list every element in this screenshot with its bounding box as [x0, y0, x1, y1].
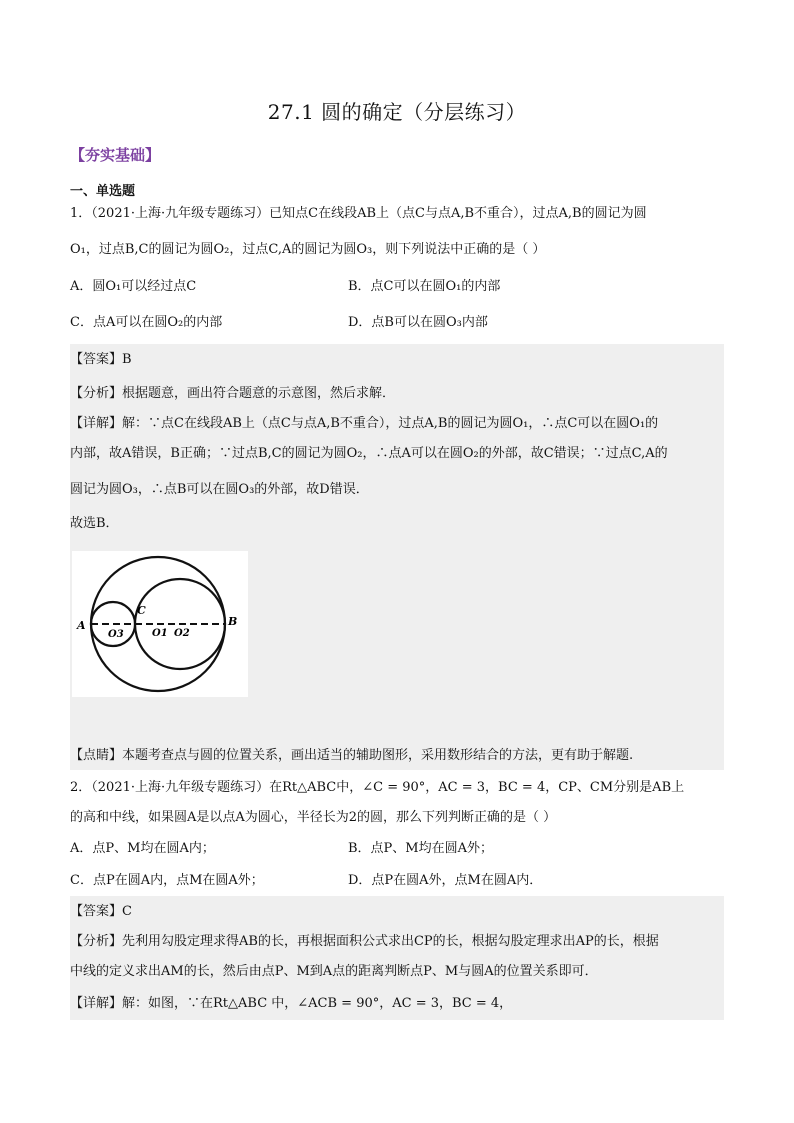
q1-option-d: D．点B可以在圆O₃内部 [348, 315, 488, 330]
q1-figure [72, 551, 248, 697]
section-heading: 【夯实基础】 [70, 146, 161, 164]
label-b: B [228, 615, 238, 628]
subsection-heading: 一、单选题 [70, 184, 136, 199]
q1-detail-line3: 圆记为圆O₃，∴点B可以在圆O₃的外部，故D错误． [70, 482, 369, 497]
q1-answer: 【答案】B [70, 352, 132, 367]
q1-detail-line2: 内部，故A错误，B正确；∵过点B,C的圆记为圆O₂，∴点A可以在圆O₂的外部，故C错误；∵过点C,A的 [70, 446, 668, 461]
q2-option-d: D．点P在圆A外，点M在圆A内． [348, 873, 543, 888]
label-c: C [137, 604, 146, 617]
q1-option-a: A．圆O₁可以经过点C [70, 279, 197, 294]
label-a: A [77, 619, 86, 632]
label-o3: O3 [108, 629, 124, 640]
q2-detail-line1: 【详解】解：如图，∵在Rt△ABC 中，∠ACB = 90°，AC = 3，BC = 4， [70, 996, 513, 1011]
page-title: 27.1 圆的确定（分层练习） [267, 100, 527, 124]
q1-detail-line1: 【详解】解：∵点C在线段AB上（点C与点A,B不重合），过点A,B的圆记为圆O₁，∴点C可以在圆O₁的 [70, 416, 659, 431]
q1-option-b: B．点C可以在圆O₁的内部 [348, 279, 501, 294]
q1-comment: 【点睛】本题考查点与圆的位置关系，画出适当的辅助图形，采用数形结合的方法，更有助于解题. [70, 748, 634, 763]
q1-conclusion: 故选B． [70, 516, 119, 531]
label-o1: O1 [152, 628, 168, 639]
label-o2: O2 [174, 628, 190, 639]
q2-answer: 【答案】C [70, 904, 132, 919]
q2-stem-line2: 的高和中线，如果圆A是以点A为圆心，半径长为2的圆，那么下列判断正确的是（ ） [70, 810, 557, 825]
q1-option-c: C．点A可以在圆O₂的内部 [70, 315, 223, 330]
q2-analysis-line2: 中线的定义求出AM的长，然后由点P、M到A点的距离判断点P、M与圆A的位置关系即可． [70, 964, 598, 979]
q2-option-a: A．点P、M均在圆A内； [70, 841, 215, 856]
q2-option-b: B．点P、M均在圆A外； [348, 841, 493, 856]
q2-stem-line1: 2．（2021·上海·九年级专题练习）在Rt△ABC中，∠C = 90°，AC = 3，BC = 4，CP、CM分别是AB上 [70, 780, 685, 795]
q2-option-c: C．点P在圆A内，点M在圆A外； [70, 873, 264, 888]
circle-figure-svg [72, 551, 248, 697]
q1-analysis: 【分析】根据题意，画出符合题意的示意图，然后求解． [70, 386, 396, 401]
q1-stem-line2: O₁，过点B,C的圆记为圆O₂，过点C,A的圆记为圆O₃，则下列说法中正确的是（ ） [70, 242, 546, 257]
q1-stem-line1: 1．（2021·上海·九年级专题练习）已知点C在线段AB上（点C与点A,B不重合），过点A,B的圆记为圆 [70, 206, 647, 221]
q2-analysis-line1: 【分析】先利用勾股定理求得AB的长，再根据面积公式求出CP的长，根据勾股定理求出AP的长，根据 [70, 934, 659, 949]
